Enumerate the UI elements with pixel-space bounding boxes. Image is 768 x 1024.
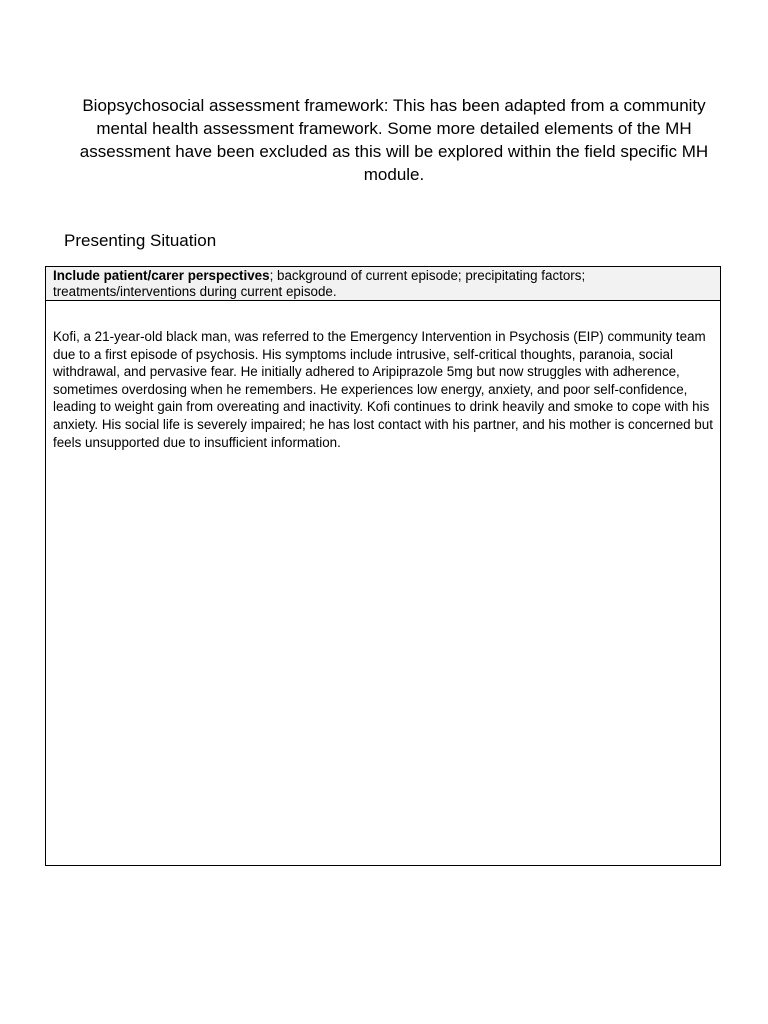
section-heading-presenting-situation: Presenting Situation (64, 231, 217, 250)
header-rest-text: ; background of current episode; precipitating factors; treatments/interventions during current episode. (53, 268, 586, 299)
table-body-cell[interactable]: Kofi, a 21-year-old black man, was referred to the Emergency Intervention in Psychosis (EIP) community team due to a first episode of psychosis. His symptoms include intrusive, self-critical thoughts, paranoia, social withdrawal, and pervasive fear. He initially adhered to Aripiprazole 5mg but now struggles with adherence, sometimes overdosing when he remembers. He experiences low energy, anxiety, and poor self-confidence, leading to weight gain from overeating and inactivity. Kofi continues to drink heavily and smoke to cope with his anxiety. His social life is severely impaired; he has lost contact with his partner, and his mother is concerned but feels unsupported due to insufficient information. (53, 329, 713, 450)
document-title: Biopsychosocial assessment framework: This has been adapted from a community mental health assessment framework. Some more detailed elements of the MH assessment have been excluded as this will be explored within the field specific MH module. (79, 96, 709, 184)
header-bold-text: Include patient/carer perspectives (53, 268, 270, 283)
table-header-row (46, 267, 720, 301)
presenting-situation-table (45, 266, 721, 866)
